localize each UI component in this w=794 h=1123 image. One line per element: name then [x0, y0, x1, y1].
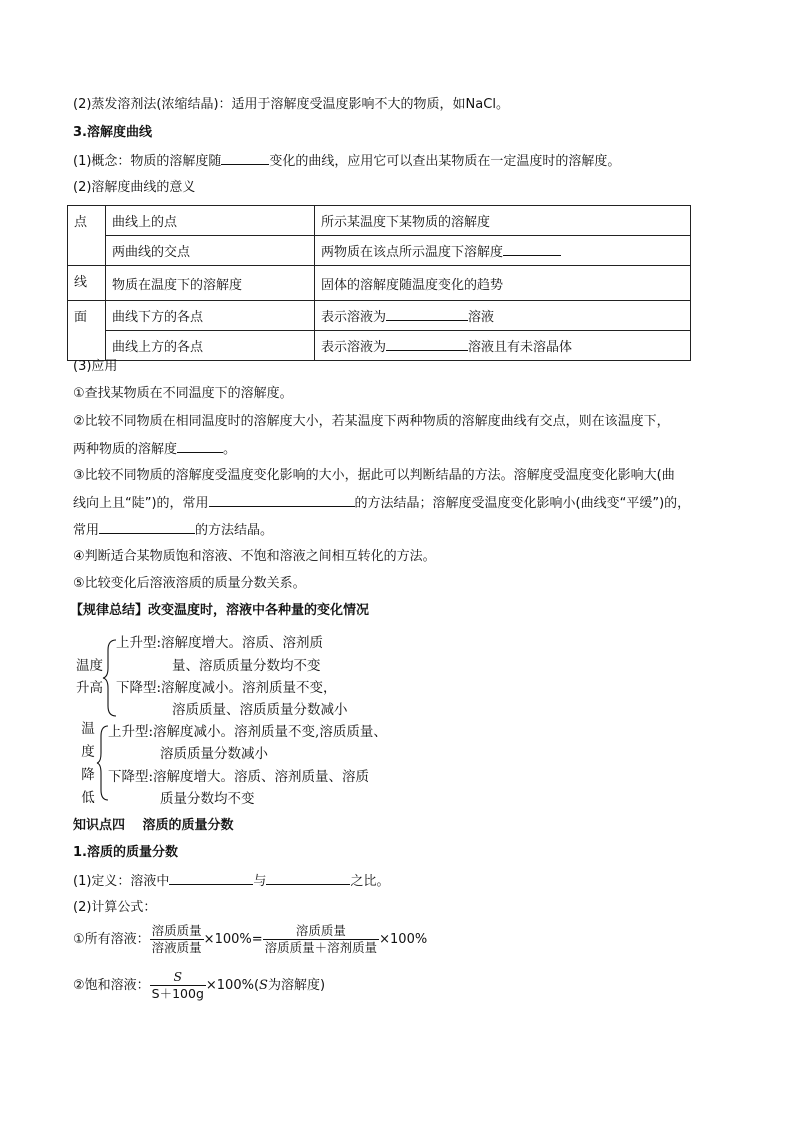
concept-text-b: 变化的曲线，应用它可以查出某物质在一定温度时的溶解度。	[269, 154, 621, 169]
concept-text-a: (1)概念：物质的溶解度随	[73, 154, 222, 169]
formula-label: ①所有溶液：	[73, 932, 150, 947]
summary-title: 改变温度时，溶液中各种量的变化情况	[148, 603, 370, 618]
rise-type-up-line-1: 上升型:溶解度增大。溶质、溶剂质	[116, 635, 324, 651]
application-item-2: ②比较不同物质在相同温度时的溶解度大小，若某温度下两种物质的溶解度曲线有交点，则在该温度下，	[73, 414, 670, 429]
cell-text: 溶液	[468, 310, 495, 325]
application-item-1: ①查找某物质在不同温度下的溶解度。	[73, 386, 293, 401]
rise-type-down-line-2: 溶质质量、溶质质量分数减小	[172, 702, 348, 718]
table-row	[68, 301, 691, 331]
formula-all-solutions	[73, 919, 427, 961]
table-cell: 两曲线的交点	[106, 236, 315, 266]
text: 常用	[73, 523, 100, 538]
text: 与	[253, 874, 267, 889]
table-cell: 物质在温度下的溶解度	[106, 266, 315, 301]
table-cell: 固体的溶解度随温度变化的趋势	[315, 266, 691, 301]
table-cell: 所示某温度下某物质的溶解度	[315, 206, 691, 236]
text: 之比。	[350, 874, 390, 889]
mass-fraction-heading: 1.溶质的质量分数	[73, 845, 178, 860]
text: ×100%=	[203, 932, 263, 947]
fraction: $\frac{\text{溶质质量}}{\text{溶液质量}}$	[151, 923, 202, 955]
text: 的方法结晶；溶解度受温度变化影响小(曲线变“平缓”)的，	[354, 496, 691, 511]
table-cell: 曲线上方的各点	[106, 331, 315, 361]
fill-blank[interactable]	[266, 872, 350, 885]
fill-blank[interactable]	[221, 152, 269, 165]
cell-text: 表示溶液为	[321, 310, 387, 325]
evaporation-method-line: (2)蒸发溶剂法(浓缩结晶)：适用于溶解度受温度影响不大的物质，如NaCl。	[73, 97, 509, 112]
table-cell	[315, 331, 691, 361]
formula-label: ②饱和溶液：	[73, 978, 150, 993]
application-item-3-cont	[73, 494, 690, 513]
fill-blank[interactable]	[177, 440, 223, 453]
text: ×100%	[379, 932, 428, 947]
application-item-3-cont2	[73, 521, 273, 540]
text: 两种物质的溶解度	[73, 442, 178, 457]
fill-blank[interactable]	[99, 521, 195, 534]
table-row	[68, 236, 691, 266]
fill-blank[interactable]	[386, 338, 468, 351]
meaning-heading: (2)溶解度曲线的意义	[73, 180, 196, 195]
fill-blank[interactable]	[169, 872, 253, 885]
cell-text: 两物质在该点所示温度下溶解度	[321, 245, 504, 260]
temp-rise-label-1: 温度	[76, 658, 103, 674]
fill-blank[interactable]	[386, 308, 468, 321]
application-item-3: ③比较不同物质的溶解度受温度变化影响的大小，据此可以判断结晶的方法。溶解度受温度变化影响大(曲	[73, 468, 675, 483]
table-cell: 面	[68, 301, 106, 361]
fill-blank[interactable]	[503, 243, 561, 256]
drop-type-down-line-2: 质量分数均不变	[160, 791, 255, 807]
concept-line	[73, 152, 620, 171]
table-cell: 曲线下方的各点	[106, 301, 315, 331]
formula-heading: (2)计算公式：	[73, 900, 157, 915]
drop-type-down-line-1: 下降型:溶解度增大。溶质、溶剂质量、溶质	[108, 769, 370, 785]
table-cell: 曲线上的点	[106, 206, 315, 236]
text: 。	[223, 442, 237, 457]
application-item-4: ④判断适合某物质饱和溶液、不饱和溶液之间相互转化的方法。	[73, 549, 436, 564]
drop-type-up-line-2: 溶质质量分数减小	[160, 746, 268, 762]
temp-drop-label: 温 度 降 低	[81, 721, 95, 806]
text: 为溶解度)	[267, 978, 326, 993]
application-item-2-cont	[73, 440, 236, 459]
summary-bracket: 【规律总结】	[70, 603, 149, 618]
cell-text: 溶液且有未溶晶体	[468, 340, 573, 355]
table-cell: 点	[68, 206, 106, 266]
table-cell: 线	[68, 266, 106, 301]
solubility-curve-meaning-table	[67, 205, 691, 361]
knowledge-point-heading: 知识点四 溶质的质量分数	[73, 818, 234, 833]
table-cell	[315, 236, 691, 266]
symbol-s: S	[259, 978, 268, 993]
fill-blank[interactable]	[209, 494, 355, 507]
text: 的方法结晶。	[195, 523, 274, 538]
text: ×100%(	[205, 978, 260, 993]
table-row	[68, 331, 691, 361]
rise-type-up-line-2: 量、溶质质量分数均不变	[172, 658, 321, 674]
formula-saturated-solution	[73, 965, 325, 1007]
text: 线向上且“陡”)的，常用	[73, 496, 209, 511]
text: (1)定义：溶液中	[73, 874, 170, 889]
temp-rise-label-2: 升高	[76, 680, 103, 696]
table-row	[68, 266, 691, 301]
table-cell	[315, 301, 691, 331]
fraction: $\frac{\text{溶质质量}}{\text{溶质质量＋溶剂质量}}$	[264, 923, 378, 955]
application-item-5: ⑤比较变化后溶液溶质的质量分数关系。	[73, 576, 306, 591]
section-heading-solubility-curve: 3.溶解度曲线	[73, 125, 152, 140]
definition-line	[73, 872, 389, 891]
cell-text: 表示溶液为	[321, 340, 387, 355]
rise-type-down-line-1: 下降型:溶解度减小。溶剂质量不变，	[116, 680, 337, 696]
summary-heading	[70, 602, 369, 620]
application-heading: (3)应用	[73, 359, 118, 374]
table-row	[68, 206, 691, 236]
fraction: $\frac{S}{S+100g}$	[151, 969, 204, 1001]
drop-type-up-line-1: 上升型:溶解度减小。溶剂质量不变,溶质质量、	[108, 724, 387, 740]
